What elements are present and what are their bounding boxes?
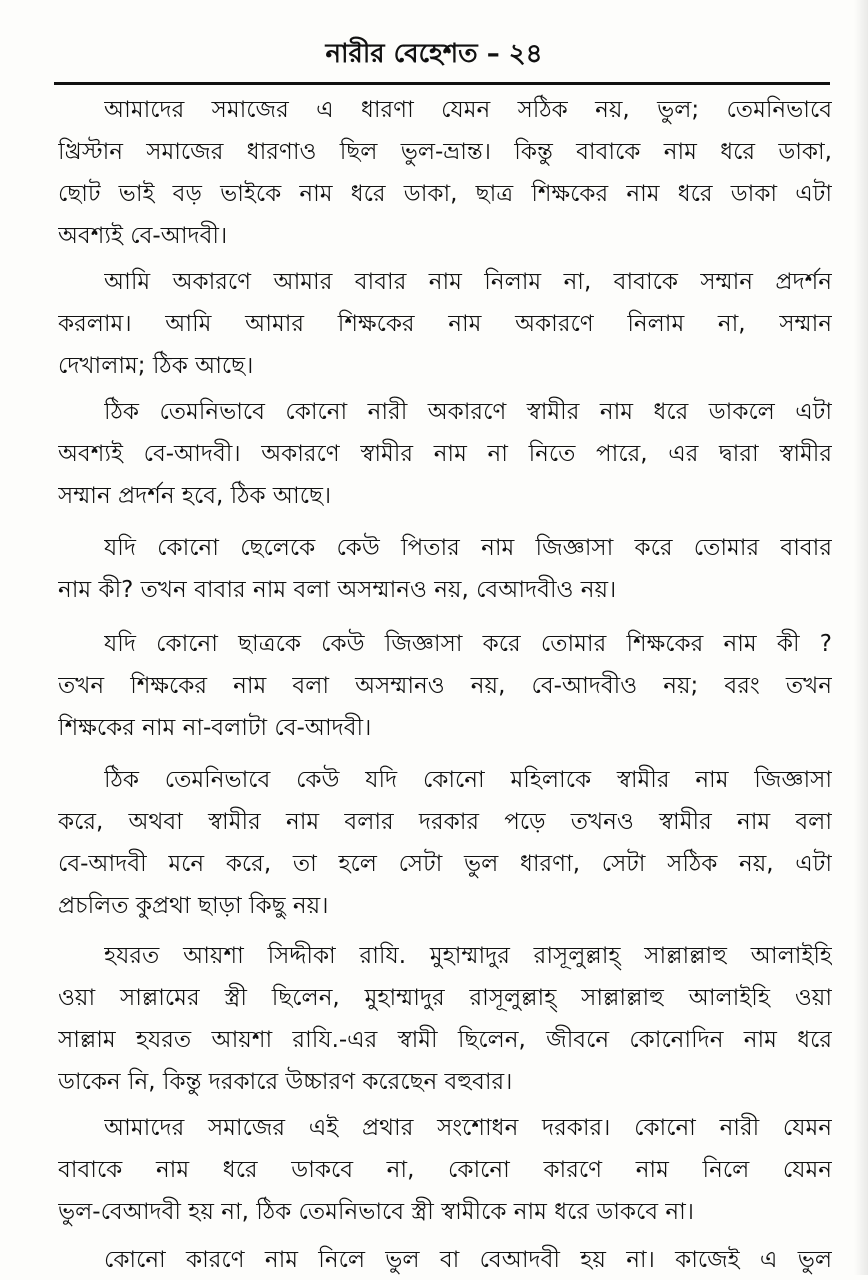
paragraph-line: বে-আদবী মনে করে, তা হলে সেটা ভুল ধারণা, সেটা সঠিক নয়, এটা <box>58 851 832 877</box>
header-rule <box>54 82 830 85</box>
paragraph-line: প্রচলিত কুপ্রথা ছাড়া কিছু নয়। <box>58 893 329 919</box>
page-edge-shadow <box>854 0 868 1275</box>
paragraph-line: ঠিক তেমনিভাবে কেউ যদি কোনো মহিলাকে স্বামীর নাম জিজ্ঞাসা <box>104 767 832 793</box>
paragraph-line: অবশ্যই বে-আদবী। <box>58 223 228 249</box>
paragraph-line: করলাম। আমি আমার শিক্ষকের নাম অকারণে নিলাম না, সম্মান <box>58 311 832 337</box>
paragraph-line: নাম কী? তখন বাবার নাম বলা অসম্মানও নয়, বেআদবীও নয়। <box>58 577 617 603</box>
page-header: নারীর বেহেশত – ২৪ <box>325 39 543 69</box>
paragraph-line: যদি কোনো ছেলেকে কেউ পিতার নাম জিজ্ঞাসা করে তোমার বাবার <box>104 535 832 561</box>
paragraph-line: ওয়া সাল্লামের স্ত্রী ছিলেন, মুহাম্মাদুর রাসূলুল্লাহ্ সাল্লাল্লাহু আলাইহি ওয়া <box>58 985 832 1011</box>
paragraph-line: ডাকেন নি, কিন্তু দরকারে উচ্চারণ করেছেন বহুবার। <box>58 1069 513 1095</box>
paragraph-line: ছোট ভাই বড় ভাইকে নাম ধরে ডাকা, ছাত্র শিক্ষকের নাম ধরে ডাকা এটা <box>58 181 832 207</box>
paragraph-line: যদি কোনো ছাত্রকে কেউ জিজ্ঞাসা করে তোমার শিক্ষকের নাম কী ? <box>104 631 832 657</box>
paragraph-line: ভুল-বেআদবী হয় না, ঠিক তেমনিভাবে স্ত্রী স্বামীকে নাম ধরে ডাকবে না। <box>58 1199 694 1225</box>
paragraph-line: করে, অথবা স্বামীর নাম বলার দরকার পড়ে তখনও স্বামীর নাম বলা <box>58 809 832 835</box>
paragraph-line: সম্মান প্রদর্শন হবে, ঠিক আছে। <box>58 483 332 509</box>
paragraph-line: শিক্ষকের নাম না-বলাটা বে-আদবী। <box>58 715 372 741</box>
paragraph-line: আমাদের সমাজের এই প্রথার সংশোধন দরকার। কোনো নারী যেমন <box>104 1115 832 1141</box>
paragraph-line: বাবাকে নাম ধরে ডাকবে না, কোনো কারণে নাম নিলে যেমন <box>58 1157 832 1183</box>
paragraph-line: আমাদের সমাজের এ ধারণা যেমন সঠিক নয়, ভুল; তেমনিভাবে <box>104 97 832 123</box>
paragraph-line: দেখালাম; ঠিক আছে। <box>58 353 254 379</box>
paragraph-line: আমি অকারণে আমার বাবার নাম নিলাম না, বাবাকে সম্মান প্রদর্শন <box>104 269 832 295</box>
paragraph-line: অবশ্যই বে-আদবী। অকারণে স্বামীর নাম না নিতে পারে, এর দ্বারা স্বামীর <box>58 441 832 467</box>
paragraph-line: সাল্লাম হযরত আয়শা রাযি.-এর স্বামী ছিলেন, জীবনে কোনোদিন নাম ধরে <box>58 1027 832 1053</box>
paragraph-line: হযরত আয়শা সিদ্দীকা রাযি. মুহাম্মাদুর রাসূলুল্লাহ্ সাল্লাল্লাহু আলাইহি <box>104 943 832 969</box>
paragraph-line: কোনো কারণে নাম নিলে ভুল বা বেআদবী হয় না। কাজেই এ ভুল <box>104 1247 832 1273</box>
paragraph-line: ঠিক তেমনিভাবে কোনো নারী অকারণে স্বামীর নাম ধরে ডাকলে এটা <box>104 399 832 425</box>
paragraph-line: তখন শিক্ষকের নাম বলা অসম্মানও নয়, বে-আদবীও নয়; বরং তখন <box>58 673 832 699</box>
paragraph-line: খ্রিস্টান সমাজের ধারণাও ছিল ভুল-ভ্রান্ত। কিন্তু বাবাকে নাম ধরে ডাকা, <box>58 139 832 165</box>
